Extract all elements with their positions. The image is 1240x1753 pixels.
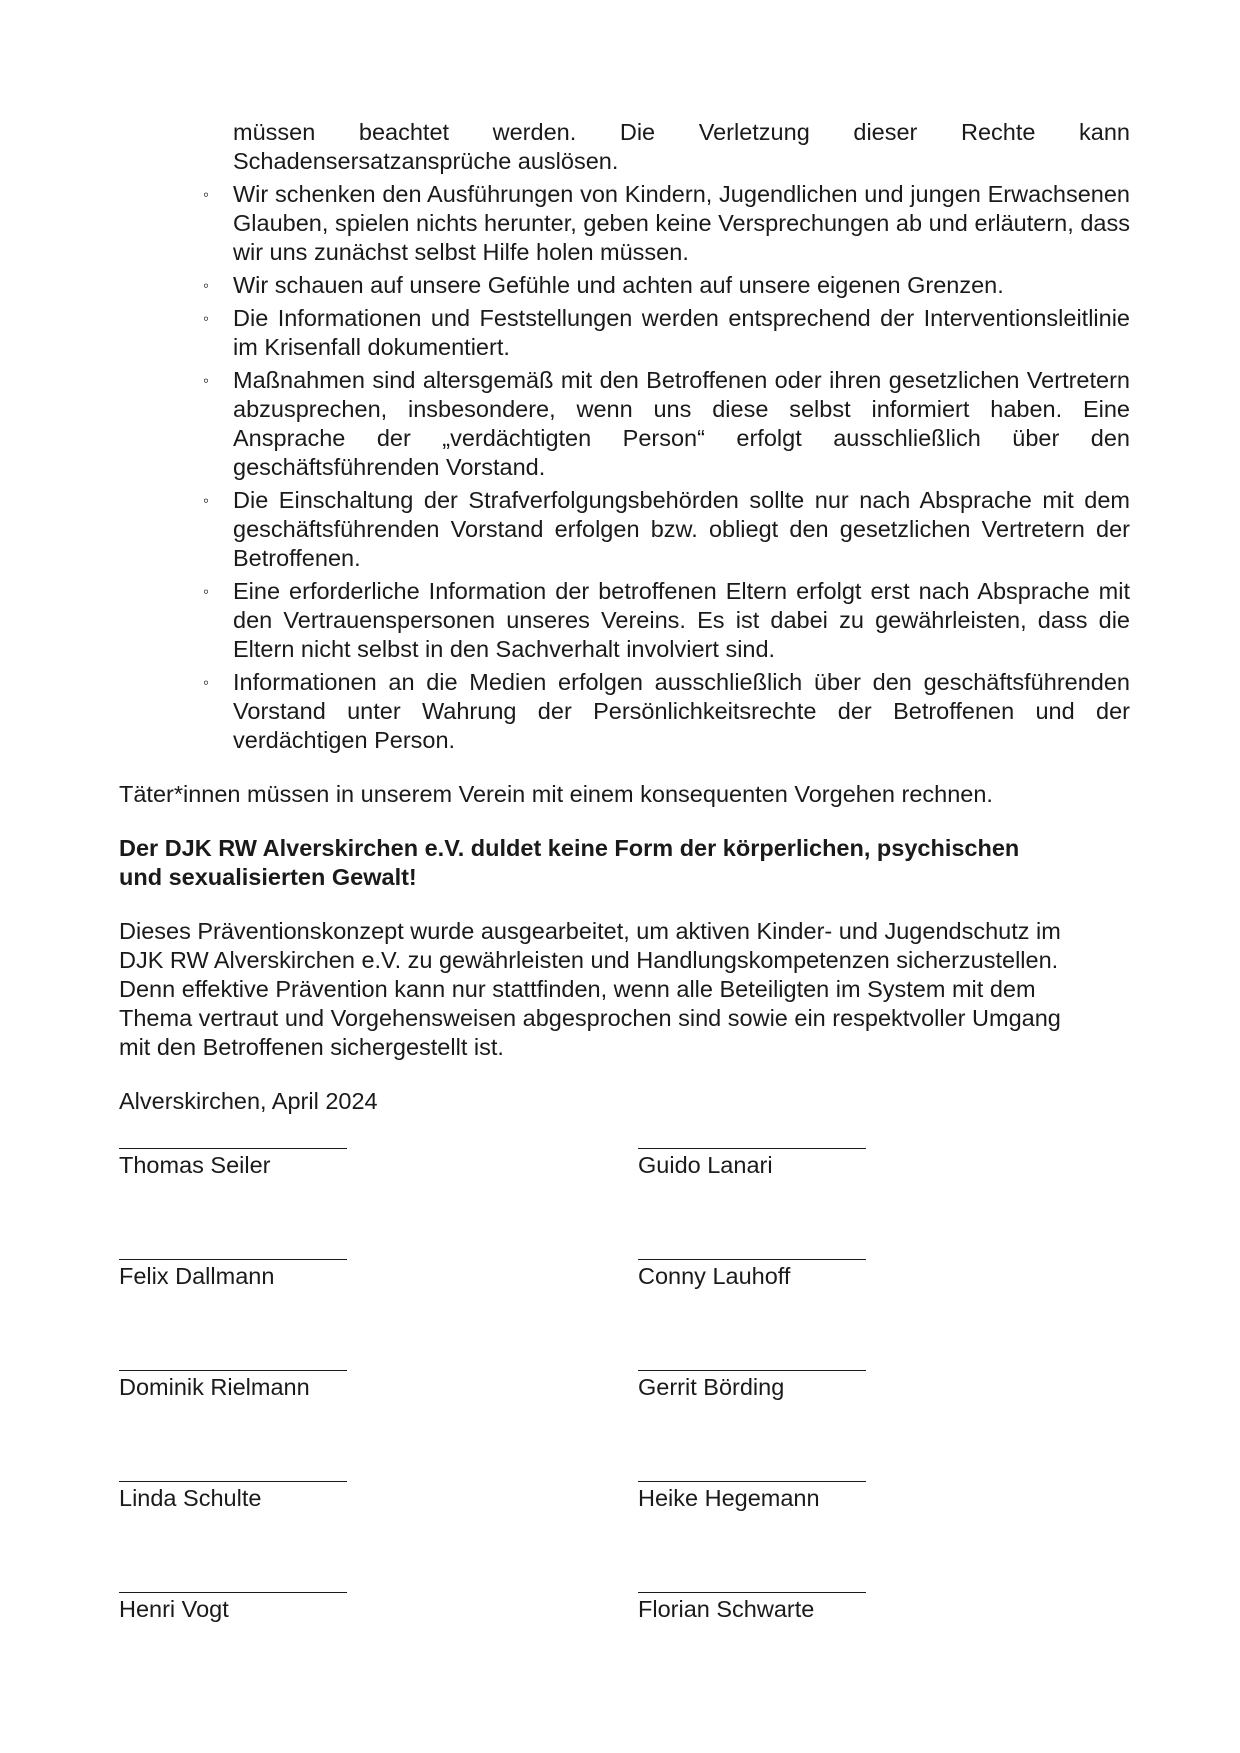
concept-line: Thema vertraut und Vorgehensweisen abgesprochen sind sowie ein respektvoller Umgang (119, 1005, 1061, 1031)
signature-row (119, 1242, 1130, 1353)
list-item (203, 577, 1130, 664)
concept-line: DJK RW Alverskirchen e.V. zu gewährleisten und Handlungskompetenzen sicherzustellen. (119, 947, 1059, 973)
list-item (203, 486, 1130, 573)
signature-row (119, 1575, 1130, 1686)
statement-line: Der DJK RW Alverskirchen e.V. duldet keine Form der körperlichen, psychischen (119, 835, 1020, 861)
signature-field (638, 1575, 938, 1624)
bullet-icon: ◦ (203, 309, 210, 328)
list-item (203, 271, 1130, 300)
signature-block (119, 1131, 1130, 1686)
signature-line (119, 1242, 347, 1260)
signature-field (119, 1575, 419, 1624)
bullet-icon: ◦ (203, 185, 210, 204)
signatory-name: Florian Schwarte (638, 1596, 815, 1622)
bullet-list (119, 180, 1130, 755)
list-item-text: Eine erforderliche Information der betroffenen Eltern erfolgt erst nach Absprache mit den Vertrauenspersonen unseres Vereins. Es ist dabei zu gewährleisten, dass die Eltern nicht selbst in den Sachverhalt involviert sind. (233, 578, 1130, 662)
list-item (203, 304, 1130, 362)
list-item-text: Wir schenken den Ausführungen von Kindern, Jugendlichen und jungen Erwachsenen Glauben, spielen nichts herunter, geben keine Versprechungen ab und erläutern, dass wir uns zunächst selbst Hilfe holen müssen. (233, 181, 1130, 265)
signatory-name: Dominik Rielmann (119, 1374, 310, 1400)
signature-field (119, 1242, 419, 1291)
signature-field (638, 1464, 938, 1513)
signature-field (638, 1353, 938, 1402)
signature-row (119, 1464, 1130, 1575)
signature-row (119, 1353, 1130, 1464)
bullet-icon: ◦ (203, 371, 210, 390)
bullet-icon: ◦ (203, 491, 210, 510)
concept-line: Denn effektive Prävention kann nur stattfinden, wenn alle Beteiligten im System mit dem (119, 976, 1036, 1002)
bullet-icon: ◦ (203, 276, 210, 295)
signatory-name: Linda Schulte (119, 1485, 262, 1511)
list-item (203, 180, 1130, 267)
signatory-name: Heike Hegemann (638, 1485, 820, 1511)
document-page (119, 118, 1130, 1116)
list-item-text: Maßnahmen sind altersgemäß mit den Betroffenen oder ihren gesetzlichen Vertretern abzusprechen, insbesondere, wenn uns diese selbst informiert haben. Eine Ansprache der „verdächtigten Person“ erfolgt ausschließlich über den geschäftsführenden Vorstand. (233, 367, 1130, 480)
statement-line: und sexualisierten Gewalt! (119, 864, 417, 890)
list-item-text: Die Informationen und Feststellungen werden entsprechend der Interventionsleitlinie im Krisenfall dokumentiert. (233, 305, 1130, 360)
offender-paragraph: Täter*innen müssen in unserem Verein mit einem konsequenten Vorgehen rechnen. (119, 781, 993, 807)
list-item-text: Wir schauen auf unsere Gefühle und achten auf unsere eigenen Grenzen. (233, 272, 1004, 298)
signature-line (119, 1353, 347, 1371)
signatory-name: Gerrit Börding (638, 1374, 785, 1400)
list-item-text: Informationen an die Medien erfolgen ausschließlich über den geschäftsführenden Vorstand unter Wahrung der Persönlichkeitsrechte der Betroffenen und der verdächtigen Person. (233, 669, 1130, 753)
continuation-paragraph: müssen beachtet werden. Die Verletzung dieser Rechte kann Schadensersatzansprüche auslösen. (233, 119, 1130, 174)
signature-field (638, 1131, 938, 1180)
signature-line (119, 1575, 347, 1593)
signatory-name: Henri Vogt (119, 1596, 229, 1622)
signature-line (119, 1131, 347, 1149)
concept-paragraph (119, 917, 1130, 1062)
list-item (203, 668, 1130, 755)
signature-field (638, 1242, 938, 1291)
signatory-name: Conny Lauhoff (638, 1263, 791, 1289)
signature-line (638, 1242, 866, 1260)
signature-line (119, 1464, 347, 1482)
signatory-name: Thomas Seiler (119, 1152, 271, 1178)
signatory-name: Guido Lanari (638, 1152, 773, 1178)
bullet-icon: ◦ (203, 582, 210, 601)
signature-line (638, 1575, 866, 1593)
signature-field (119, 1353, 419, 1402)
signature-field (119, 1464, 419, 1513)
signature-line (638, 1353, 866, 1371)
signatory-name: Felix Dallmann (119, 1263, 275, 1289)
signature-field (119, 1131, 419, 1180)
concept-line: Dieses Präventionskonzept wurde ausgearbeitet, um aktiven Kinder- und Jugendschutz im (119, 918, 1061, 944)
statement-paragraph (119, 834, 1130, 892)
signature-line (638, 1464, 866, 1482)
list-item-text: Die Einschaltung der Strafverfolgungsbehörden sollte nur nach Absprache mit dem geschäftsführenden Vorstand erfolgen bzw. obliegt den gesetzlichen Vertretern der Betroffenen. (233, 487, 1130, 571)
signature-line (638, 1131, 866, 1149)
place-date: Alverskirchen, April 2024 (119, 1088, 378, 1114)
signature-row (119, 1131, 1130, 1242)
list-item (203, 366, 1130, 482)
bullet-icon: ◦ (203, 673, 210, 692)
concept-line: mit den Betroffenen sichergestellt ist. (119, 1034, 504, 1060)
